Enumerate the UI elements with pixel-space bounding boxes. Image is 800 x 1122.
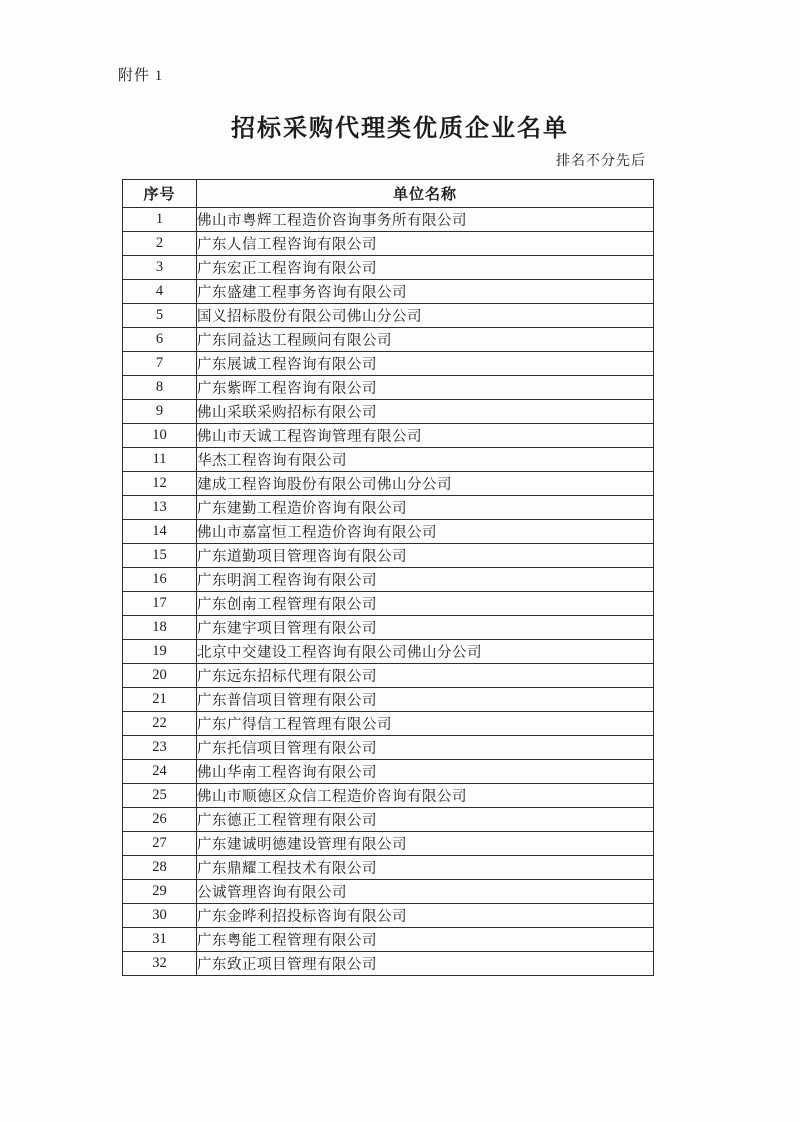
row-number-cell: 28	[123, 856, 197, 880]
table-row	[123, 472, 654, 496]
row-number-cell: 17	[123, 592, 197, 616]
table-row	[123, 592, 654, 616]
table-row	[123, 712, 654, 736]
company-name-cell: 华杰工程咨询有限公司	[197, 448, 654, 472]
row-number-cell: 31	[123, 928, 197, 952]
company-name-cell: 广东建勤工程造价咨询有限公司	[197, 496, 654, 520]
row-number-cell: 9	[123, 400, 197, 424]
row-number-cell: 2	[123, 232, 197, 256]
table-row	[123, 928, 654, 952]
table-row	[123, 352, 654, 376]
company-name-cell: 公诚管理咨询有限公司	[197, 880, 654, 904]
company-name-cell: 广东粤能工程管理有限公司	[197, 928, 654, 952]
table-row	[123, 952, 654, 976]
table-row	[123, 736, 654, 760]
table-row	[123, 808, 654, 832]
ranking-note: 排名不分先后	[556, 154, 646, 169]
table-row	[123, 424, 654, 448]
table-row	[123, 856, 654, 880]
row-number-cell: 1	[123, 208, 197, 232]
row-number-cell: 6	[123, 328, 197, 352]
row-number-cell: 13	[123, 496, 197, 520]
page-title: 招标采购代理类优质企业名单	[231, 116, 569, 142]
table-row	[123, 208, 654, 232]
company-name-cell: 广东远东招标代理有限公司	[197, 664, 654, 688]
company-name-cell: 广东创南工程管理有限公司	[197, 592, 654, 616]
row-number-cell: 23	[123, 736, 197, 760]
table-row	[123, 760, 654, 784]
table-row	[123, 304, 654, 328]
company-name-cell: 广东建宇项目管理有限公司	[197, 616, 654, 640]
column-header-name: 单位名称	[197, 180, 654, 208]
table-row	[123, 832, 654, 856]
company-name-cell: 广东德正工程管理有限公司	[197, 808, 654, 832]
company-name-cell: 广东建诚明德建设管理有限公司	[197, 832, 654, 856]
row-number-cell: 7	[123, 352, 197, 376]
company-name-cell: 广东金晔利招投标咨询有限公司	[197, 904, 654, 928]
row-number-cell: 14	[123, 520, 197, 544]
table-row	[123, 880, 654, 904]
row-number-cell: 10	[123, 424, 197, 448]
company-name-cell: 北京中交建设工程咨询有限公司佛山分公司	[197, 640, 654, 664]
company-name-cell: 佛山采联采购招标有限公司	[197, 400, 654, 424]
company-name-cell: 广东宏正工程咨询有限公司	[197, 256, 654, 280]
table-row	[123, 256, 654, 280]
table-row	[123, 544, 654, 568]
table-row	[123, 232, 654, 256]
table-row	[123, 448, 654, 472]
table-row	[123, 904, 654, 928]
row-number-cell: 29	[123, 880, 197, 904]
company-name-cell: 广东托信项目管理有限公司	[197, 736, 654, 760]
row-number-cell: 5	[123, 304, 197, 328]
company-name-cell: 广东明润工程咨询有限公司	[197, 568, 654, 592]
table-row	[123, 328, 654, 352]
row-number-cell: 8	[123, 376, 197, 400]
row-number-cell: 3	[123, 256, 197, 280]
company-name-cell: 广东盛建工程事务咨询有限公司	[197, 280, 654, 304]
row-number-cell: 26	[123, 808, 197, 832]
company-name-cell: 广东展诚工程咨询有限公司	[197, 352, 654, 376]
company-name-cell: 建成工程咨询股份有限公司佛山分公司	[197, 472, 654, 496]
company-name-cell: 广东普信项目管理有限公司	[197, 688, 654, 712]
row-number-cell: 15	[123, 544, 197, 568]
row-number-cell: 4	[123, 280, 197, 304]
table-row	[123, 400, 654, 424]
company-name-cell: 佛山市顺德区众信工程造价咨询有限公司	[197, 784, 654, 808]
row-number-cell: 32	[123, 952, 197, 976]
company-name-cell: 广东道勤项目管理咨询有限公司	[197, 544, 654, 568]
table-row	[123, 616, 654, 640]
company-name-cell: 广东同益达工程顾问有限公司	[197, 328, 654, 352]
row-number-cell: 21	[123, 688, 197, 712]
attachment-label: 附件 1	[118, 68, 164, 84]
company-table	[122, 179, 654, 976]
table-row	[123, 496, 654, 520]
row-number-cell: 11	[123, 448, 197, 472]
table-row	[123, 664, 654, 688]
row-number-cell: 18	[123, 616, 197, 640]
company-name-cell: 佛山市粤辉工程造价咨询事务所有限公司	[197, 208, 654, 232]
row-number-cell: 22	[123, 712, 197, 736]
row-number-cell: 30	[123, 904, 197, 928]
table-row	[123, 280, 654, 304]
row-number-cell: 24	[123, 760, 197, 784]
table-row	[123, 568, 654, 592]
company-name-cell: 广东致正项目管理有限公司	[197, 952, 654, 976]
company-name-cell: 广东鼎耀工程技术有限公司	[197, 856, 654, 880]
row-number-cell: 27	[123, 832, 197, 856]
row-number-cell: 16	[123, 568, 197, 592]
company-name-cell: 广东广得信工程管理有限公司	[197, 712, 654, 736]
table-row	[123, 520, 654, 544]
company-name-cell: 佛山华南工程咨询有限公司	[197, 760, 654, 784]
company-name-cell: 国义招标股份有限公司佛山分公司	[197, 304, 654, 328]
table-row	[123, 376, 654, 400]
column-header-no: 序号	[123, 180, 197, 208]
table-header-row	[123, 180, 654, 208]
company-name-cell: 广东紫晖工程咨询有限公司	[197, 376, 654, 400]
row-number-cell: 25	[123, 784, 197, 808]
row-number-cell: 12	[123, 472, 197, 496]
table-row	[123, 688, 654, 712]
company-name-cell: 佛山市天诚工程咨询管理有限公司	[197, 424, 654, 448]
company-name-cell: 广东人信工程咨询有限公司	[197, 232, 654, 256]
row-number-cell: 19	[123, 640, 197, 664]
company-name-cell: 佛山市嘉富恒工程造价咨询有限公司	[197, 520, 654, 544]
row-number-cell: 20	[123, 664, 197, 688]
table-row	[123, 784, 654, 808]
table-row	[123, 640, 654, 664]
